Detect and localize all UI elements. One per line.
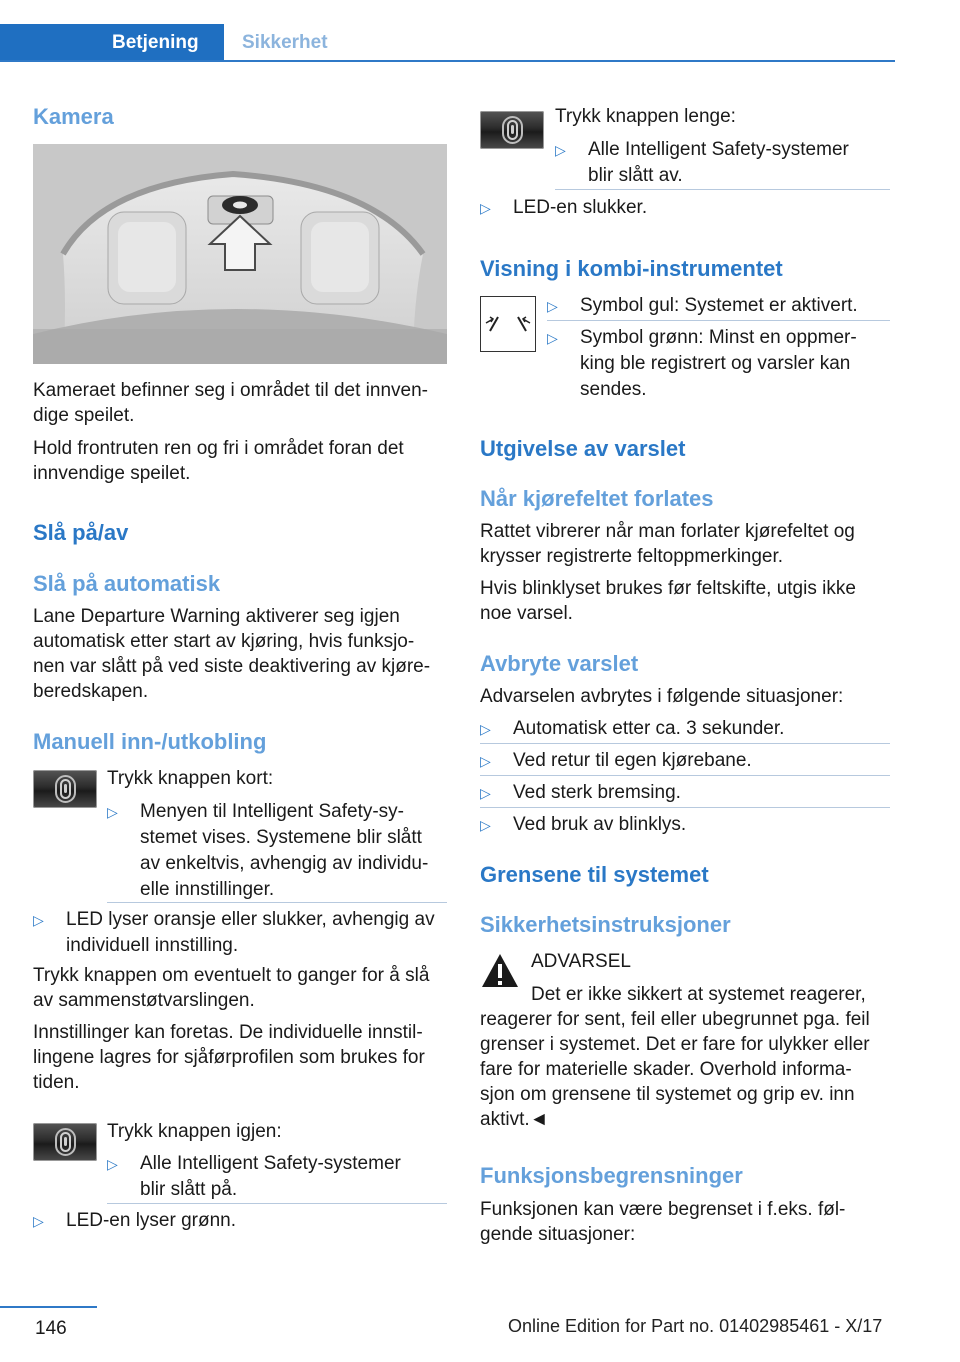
bullet-text: Ved retur til egen kjørebane. xyxy=(513,750,752,771)
warning-triangle-icon xyxy=(480,951,520,991)
advarsel-text-6: aktivt.◄ xyxy=(480,1109,549,1130)
camera-windshield-image xyxy=(33,144,447,364)
innstillinger-text-2: lingene lagres for sjåførprofilen som brukes for xyxy=(33,1047,425,1068)
funksjon-text-1: Funksjonen kan være begrenset i f.eks. føl- xyxy=(480,1199,846,1220)
intelligent-safety-button-icon xyxy=(480,111,544,149)
triangle-right-icon: ▷ xyxy=(547,298,558,314)
igjen-label: Trykk knappen igjen: xyxy=(107,1121,282,1142)
divider xyxy=(480,775,890,776)
footer-rule xyxy=(0,1306,97,1308)
alle-av-text-1: Alle Intelligent Safety-systemer xyxy=(588,139,849,160)
manuell-heading: Manuell inn-/utkobling xyxy=(33,729,267,754)
auto-text-3: nen var slått på ved siste deaktivering av kjøre- xyxy=(33,656,431,677)
alle-pa-text-1: Alle Intelligent Safety-systemer xyxy=(140,1153,401,1174)
divider xyxy=(107,902,447,903)
intelligent-safety-button-icon xyxy=(33,770,97,808)
led-text-1: LED lyser oransje eller slukker, avhengig av xyxy=(66,909,435,930)
hvis-text-2: noe varsel. xyxy=(480,603,573,624)
bullet-text: Ved bruk av blinklys. xyxy=(513,814,687,835)
menyen-text-4: elle innstillinger. xyxy=(140,879,275,900)
triangle-right-icon: ▷ xyxy=(555,142,566,158)
hvis-text-1: Hvis blinklyset brukes før feltskifte, utgis ikke xyxy=(480,578,856,599)
divider xyxy=(107,1203,447,1204)
lane-departure-icon xyxy=(480,296,536,352)
advarsel-text-4: fare for materielle skader. Overhold informa- xyxy=(480,1059,852,1080)
page-number: 146 xyxy=(35,1318,67,1339)
intelligent-safety-button-icon xyxy=(33,1123,97,1161)
triangle-right-icon: ▷ xyxy=(480,785,491,801)
triangle-right-icon: ▷ xyxy=(33,912,44,928)
innstillinger-text-1: Innstillinger kan foretas. De individuelle innstil- xyxy=(33,1022,423,1043)
alle-pa-text-2: blir slått på. xyxy=(140,1179,238,1200)
menyen-text-3: av enkeltvis, avhengig av individu- xyxy=(140,853,429,874)
header-rule xyxy=(0,60,895,62)
utgivelse-heading: Utgivelse av varslet xyxy=(480,436,686,461)
auto-text-1: Lane Departure Warning aktiverer seg igjen xyxy=(33,606,400,627)
nar-kjorefeltet-heading: Når kjørefeltet forlates xyxy=(480,486,714,511)
triangle-right-icon: ▷ xyxy=(547,330,558,346)
menyen-text-2: stemet vises. Systemene blir slått xyxy=(140,827,422,848)
sla-pa-automatisk-heading: Slå på automatisk xyxy=(33,571,221,596)
edition-text: Online Edition for Part no. 01402985461 - X/17 xyxy=(508,1316,883,1336)
divider xyxy=(555,189,890,190)
funksjonsbegrensninger-heading: Funksjonsbegrensninger xyxy=(480,1163,743,1188)
triangle-right-icon: ▷ xyxy=(480,200,491,216)
symbol-gronn-text-3: sendes. xyxy=(580,379,647,400)
led-slukker-text: LED-en slukker. xyxy=(513,197,648,218)
sikkerhetsinstruksjoner-heading: Sikkerhetsinstruksjoner xyxy=(480,912,731,937)
advarsel-text-3: grenser i systemet. Det er fare for ulykker eller xyxy=(480,1034,870,1055)
triangle-right-icon: ▷ xyxy=(107,1156,118,1172)
to-ganger-text-1: Trykk knappen om eventuelt to ganger for å slå xyxy=(33,965,430,986)
kamera-text-1: Kameraet befinner seg i området til det innven- xyxy=(33,380,428,401)
led-text-2: individuell innstilling. xyxy=(66,935,239,956)
divider xyxy=(547,320,890,321)
grensene-heading: Grensene til systemet xyxy=(480,862,709,887)
innstillinger-text-3: tiden. xyxy=(33,1072,80,1093)
auto-text-2: automatisk etter start av kjøring, hvis funksjo- xyxy=(33,631,415,652)
hold-text-1: Hold frontruten ren og fri i området foran det xyxy=(33,438,404,459)
rattet-text-1: Rattet vibrerer når man forlater kjørefeltet og xyxy=(480,521,855,542)
hold-text-2: innvendige speilet. xyxy=(33,463,191,484)
tab-betjening[interactable] xyxy=(0,24,224,62)
advarsel-text-1: Det er ikke sikkert at systemet reagerer, xyxy=(531,984,866,1005)
triangle-right-icon: ▷ xyxy=(480,753,491,769)
funksjon-text-2: gende situasjoner: xyxy=(480,1224,636,1245)
bullet-text: Automatisk etter ca. 3 sekunder. xyxy=(513,718,785,739)
led-gronn-text: LED-en lyser grønn. xyxy=(66,1210,237,1231)
camera-illustration xyxy=(33,144,447,364)
triangle-right-icon: ▷ xyxy=(107,804,118,820)
kort-label: Trykk knappen kort: xyxy=(107,768,274,789)
kamera-heading: Kamera xyxy=(33,104,114,129)
to-ganger-text-2: av sammenstøtvarslingen. xyxy=(33,990,255,1011)
sla-pa-av-heading: Slå på/av xyxy=(33,520,129,545)
tab-betjening-label: Betjening xyxy=(112,32,199,53)
symbol-gul-text: Symbol gul: Systemet er aktivert. xyxy=(580,295,858,316)
advarsel-title: ADVARSEL xyxy=(531,951,631,972)
rattet-text-2: krysser registrerte feltoppmerkinger. xyxy=(480,546,784,567)
triangle-right-icon: ▷ xyxy=(33,1213,44,1229)
menyen-text-1: Menyen til Intelligent Safety-sy- xyxy=(140,801,405,822)
symbol-gronn-text-2: king ble registrert og varsler kan xyxy=(580,353,851,374)
kamera-text-2: dige speilet. xyxy=(33,405,135,426)
advarsel-text-5: sjon om grensene til systemet og grip ev. inn xyxy=(480,1084,855,1105)
bullet-text: Ved sterk bremsing. xyxy=(513,782,681,803)
triangle-right-icon: ▷ xyxy=(480,817,491,833)
divider xyxy=(480,743,890,744)
tab-sikkerhet-label: Sikkerhet xyxy=(242,32,328,53)
advarselen-text: Advarselen avbrytes i følgende situasjoner: xyxy=(480,686,844,707)
advarsel-text-2: reagerer for sent, feil eller ubegrunnet pga. feil xyxy=(480,1009,870,1030)
alle-av-text-2: blir slått av. xyxy=(588,165,683,186)
lenge-label: Trykk knappen lenge: xyxy=(555,106,736,127)
visning-heading: Visning i kombi-instrumentet xyxy=(480,256,783,281)
divider xyxy=(480,807,890,808)
triangle-right-icon: ▷ xyxy=(480,721,491,737)
auto-text-4: beredskapen. xyxy=(33,681,149,702)
avbryte-heading: Avbryte varslet xyxy=(480,651,639,676)
symbol-gronn-text-1: Symbol grønn: Minst en oppmer- xyxy=(580,327,857,348)
